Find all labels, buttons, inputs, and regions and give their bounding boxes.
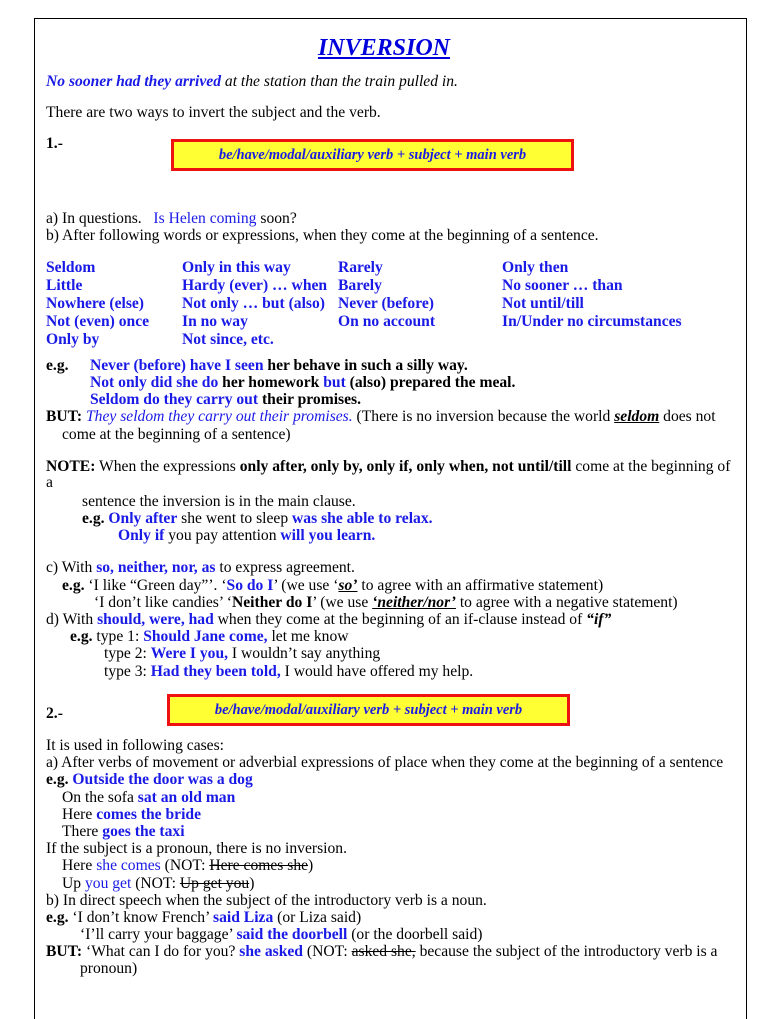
note-eg2-blue2: will you learn.	[280, 526, 376, 544]
eg-label: e.g.	[46, 356, 69, 374]
but-label: BUT:	[46, 408, 83, 426]
d-pre: d) With	[46, 610, 98, 628]
section-1-number: 1.-	[46, 135, 63, 153]
intro-sentence	[46, 73, 744, 91]
c-eg1-b: ’ (we use ‘	[273, 576, 339, 594]
expression: Not only … but (also)	[182, 294, 325, 312]
sec1-d-t1	[46, 628, 744, 646]
d-t3-rest: I would have offered my help.	[280, 662, 474, 680]
page-title: INVERSION	[317, 35, 451, 61]
c-post: to express agreement.	[215, 559, 355, 577]
sec2-but-label: BUT:	[46, 943, 83, 961]
expression: Barely	[338, 276, 382, 294]
expression: Not (even) once	[46, 312, 150, 330]
but-italic: They seldom they carry out their promises.	[82, 408, 353, 426]
expression: Rarely	[338, 258, 383, 276]
d-t1-blue: Should Jane come,	[143, 628, 268, 646]
eg1-black: her behave in such a silly way.	[263, 356, 468, 374]
sec2-eg-label: e.g.	[46, 771, 69, 789]
section-2-number: 2.-	[46, 704, 63, 722]
d-t1: type 1:	[92, 628, 144, 646]
note-line2: sentence the inversion is in the main clause.	[82, 492, 356, 510]
expression: In/Under no circumstances	[502, 312, 682, 330]
p2-mid: (NOT:	[131, 874, 180, 892]
expression: Nowhere (else)	[46, 294, 145, 312]
d-eg-label: e.g.	[70, 628, 93, 646]
expression: Only then	[502, 258, 569, 276]
p1-blue: she comes	[96, 857, 161, 875]
note-eg2	[46, 527, 744, 545]
sec1-d-t3	[46, 663, 744, 681]
sec2-eg4-blue: goes the taxi	[102, 822, 185, 840]
expression: Hardy (ever) … when	[182, 276, 328, 294]
b-eg2-a: ‘I’ll carry your baggage’	[80, 926, 237, 944]
c-eg1-word: so’	[338, 576, 358, 594]
sec1-eg1	[46, 357, 744, 375]
eg2-blue: Not only did she do	[90, 374, 219, 392]
but-text: (There is no inversion because the world	[352, 408, 615, 426]
b-eg1-blue: said Liza	[213, 908, 274, 926]
expression: Seldom	[46, 258, 96, 276]
expression: On no account	[338, 312, 436, 330]
eg3-blue: Seldom do they carry out	[90, 391, 259, 409]
note-text2: come at the beginning of	[571, 458, 731, 476]
sec2-but-c: because the subject of the introductory verb is a	[415, 943, 718, 961]
expression: Only by	[46, 330, 100, 348]
sec1-a-example: Is Helen coming	[153, 209, 257, 227]
expressions-column-2	[182, 259, 327, 349]
sec1-a-text: a) In questions.	[46, 209, 154, 227]
p1-end: )	[308, 857, 314, 875]
but-text2: does not	[659, 408, 716, 426]
c-bold: so, neither, nor, as	[96, 559, 216, 577]
d-t3-blue: Had they been told,	[150, 662, 281, 680]
expressions-column-3	[338, 259, 435, 331]
p2-blue: you get	[84, 874, 132, 892]
c-eg-label: e.g.	[62, 576, 85, 594]
b-eg1-a: ‘I don’t know French’	[68, 908, 214, 926]
eg2-but: but	[323, 374, 346, 392]
sec2-eg2-pre: On the sofa	[62, 788, 138, 806]
sec1-but-line2: come at the beginning of a sentence)	[62, 425, 291, 443]
sec1-c-eg2	[46, 594, 744, 612]
sec2-p1	[46, 857, 744, 875]
c-pre: c) With	[46, 559, 97, 577]
note-eg2-black: you pay attention	[164, 526, 281, 544]
note-eg1-blue: Only after	[108, 509, 178, 527]
sec2-but-blue: she asked	[239, 943, 303, 961]
section-1-formula-box: be/have/modal/auxiliary verb + subject + main verb	[171, 139, 574, 171]
eg3-black: their promises.	[258, 391, 362, 409]
sec1-but-line	[46, 408, 744, 426]
expression: Only in this way	[182, 258, 291, 276]
note-bold: only after, only by, only if, only when, not until/till	[239, 458, 572, 476]
expressions-column-1	[46, 259, 149, 349]
note-text: When the expressions	[95, 458, 240, 476]
sec2-eg1-blue: Outside the door was a dog	[68, 771, 253, 789]
eg1-blue: Never (before) have I seen	[90, 356, 264, 374]
sec2-but-line2: pronoun)	[80, 960, 138, 978]
section-2-formula-box: be/have/modal/auxiliary verb + subject + main verb	[167, 694, 570, 726]
note-eg2-blue: Only if	[118, 526, 165, 544]
sec2-eg2	[46, 789, 744, 807]
sec2-eg3-pre: Here	[62, 805, 97, 823]
c-eg1-blue: So do I	[226, 576, 274, 594]
p1-strike: Here comes she	[209, 857, 309, 875]
p1-pre: Here	[62, 857, 97, 875]
note-eg1	[46, 510, 744, 528]
sec2-but-a: ‘What can I do for you?	[82, 943, 240, 961]
sec2-eg3	[46, 806, 744, 824]
expression: Not until/till	[502, 294, 584, 312]
p2-end: )	[249, 874, 255, 892]
p1-mid: (NOT:	[160, 857, 210, 875]
sec2-b-line: b) In direct speech when the subject of the introductory verb is a noun.	[46, 891, 487, 909]
expression: In no way	[182, 312, 248, 330]
p2-strike: Up get you	[179, 874, 250, 892]
eg2-black2: (also) prepared the meal.	[345, 374, 516, 392]
sec2-eg3-blue: comes the bride	[96, 805, 202, 823]
expression: Not since, etc.	[182, 330, 274, 348]
d-bold: should, were, had	[97, 610, 214, 628]
sec1-b-line: b) After following words or expressions, when they come at the beginning of a sentence.	[46, 227, 599, 245]
sec1-eg2	[46, 374, 744, 392]
sec2-but-line	[46, 943, 744, 961]
expression: Little	[46, 276, 83, 294]
sec2-p2	[46, 875, 744, 893]
c-eg1-a: ‘I like “Green day”’. ‘	[84, 576, 227, 594]
b-eg1-b: (or Liza said)	[273, 908, 362, 926]
sec2-eg4-pre: There	[62, 822, 103, 840]
c-eg2-word: ‘neither/nor’	[372, 593, 456, 611]
d-t3: type 3:	[104, 662, 151, 680]
note-a: a	[46, 474, 53, 492]
sec2-eg2-blue: sat an old man	[137, 788, 236, 806]
c-eg2-a: ‘I don’t like candies’ ‘	[94, 593, 232, 611]
note-eg1-black: she went to sleep	[177, 509, 293, 527]
p2-pre: Up	[62, 874, 85, 892]
expression: Never (before)	[338, 294, 434, 312]
b-eg2-b: (or the doorbell said)	[347, 926, 483, 944]
d-t2-blue: Were I you,	[150, 645, 229, 663]
c-eg2-c: to agree with a negative statement)	[455, 593, 678, 611]
sec2-but-b: (NOT:	[302, 943, 352, 961]
intro-lead: No sooner had they arrived	[46, 73, 221, 91]
sec1-c-eg1	[46, 577, 744, 595]
sec2-eg1	[46, 771, 744, 789]
sec1-a-post: soon?	[256, 209, 297, 227]
note-eg-label: e.g.	[82, 509, 109, 527]
sec1-a-line	[46, 210, 744, 228]
b-eg2-blue: said the doorbell	[236, 926, 348, 944]
d-t2: type 2:	[104, 645, 151, 663]
eg2-black: her homework	[218, 374, 324, 392]
b-eg-label: e.g.	[46, 908, 69, 926]
d-t2-rest: I wouldn’t say anything	[228, 645, 381, 663]
sec2-but-strike: asked she,	[351, 943, 416, 961]
sec2-pronoun: If the subject is a pronoun, there is no inversion.	[46, 840, 347, 858]
sec2-eg4	[46, 823, 744, 841]
sec2-a-line: a) After verbs of movement or adverbial expressions of place when they come at the beginning of a sentence	[46, 754, 724, 772]
intro-rest: at the station than the train pulled in.	[221, 73, 458, 91]
sec1-d-t2	[46, 645, 744, 663]
sec1-eg3	[46, 391, 744, 409]
but-word: seldom	[614, 408, 660, 426]
sec1-c-line	[46, 559, 744, 577]
expression: No sooner … than	[502, 276, 623, 294]
note-label: NOTE:	[46, 458, 96, 476]
sec2-used: It is used in following cases:	[46, 736, 225, 754]
c-eg2-b: ’ (we use	[312, 593, 373, 611]
d-post: when they come at the beginning of an if-clause instead of	[213, 610, 587, 628]
ways-sentence: There are two ways to invert the subject and the verb.	[46, 103, 381, 121]
d-t1-rest: let me know	[267, 628, 349, 646]
sec2-b-eg2	[46, 926, 744, 944]
sec2-b-eg1	[46, 909, 744, 927]
c-eg2-bold: Neither do I	[231, 593, 313, 611]
sec1-d-line	[46, 611, 744, 629]
d-if: “if”	[586, 610, 612, 628]
note-eg1-blue2: was she able to relax.	[292, 509, 433, 527]
c-eg1-c: to agree with an affirmative statement)	[357, 576, 604, 594]
expressions-column-4	[502, 259, 682, 331]
